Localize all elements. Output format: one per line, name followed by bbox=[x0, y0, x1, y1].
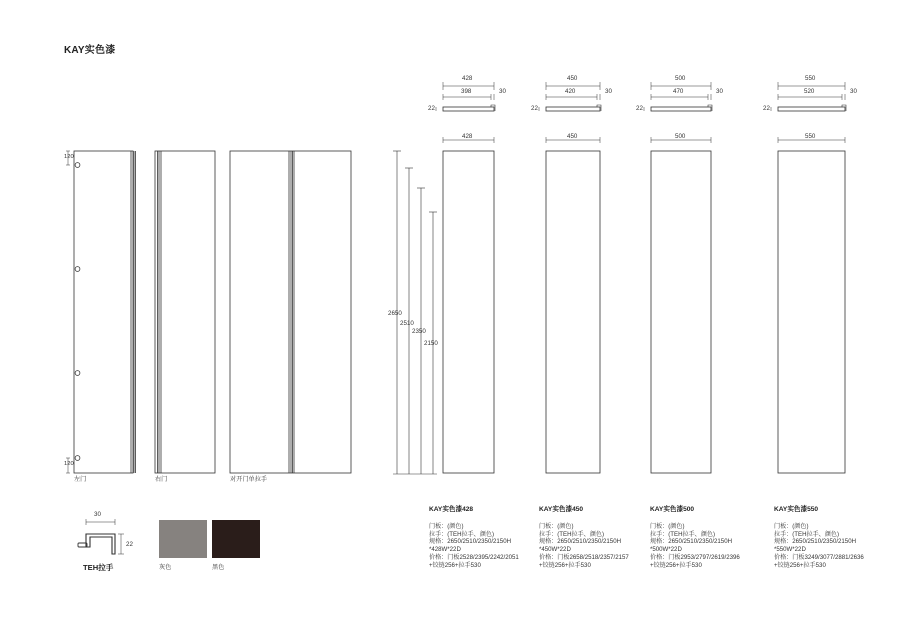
p450-total-width: 450 bbox=[567, 75, 578, 82]
p500-spec-addons: +铰链256+拉手530 bbox=[650, 561, 702, 569]
right-door-drawing bbox=[155, 151, 215, 473]
p550-inner-width: 520 bbox=[804, 88, 815, 95]
product-450-card bbox=[539, 503, 629, 569]
p550-spec-price: 价格：门板3249/3077/2881/2636 bbox=[774, 553, 864, 561]
p450-spec-price: 价格：门板2658/2518/2357/2157 bbox=[539, 553, 629, 561]
p450-spec-handle: 拉手：(TEH拉手、颜色) bbox=[539, 530, 604, 538]
p428-front-width: 428 bbox=[462, 133, 473, 140]
p450-front-width: 450 bbox=[567, 133, 578, 140]
p500-spec-size: 规格：2650/2510/2350/2150H bbox=[650, 538, 732, 546]
p428-total-width: 428 bbox=[462, 75, 473, 82]
gray-color-swatch bbox=[159, 520, 207, 558]
product-500-drawing bbox=[644, 82, 712, 473]
p500-total-width: 500 bbox=[675, 75, 686, 82]
black-color-label: 黑色 bbox=[212, 564, 225, 571]
p500-front-width: 500 bbox=[675, 133, 686, 140]
left-door-label: 左门 bbox=[74, 476, 87, 483]
p428-inner-width: 398 bbox=[461, 88, 472, 95]
product-450-name: KAY实色漆450 bbox=[539, 506, 584, 513]
right-door-label: 右门 bbox=[155, 476, 168, 483]
p450-thickness: 22 bbox=[531, 105, 538, 112]
left-door-drawing bbox=[66, 151, 136, 473]
product-500-name: KAY实色漆500 bbox=[650, 506, 695, 513]
black-color-swatch bbox=[212, 520, 260, 558]
p450-spec-addons: +铰链256+拉手530 bbox=[539, 561, 591, 569]
p550-front-width: 550 bbox=[805, 133, 816, 140]
handle-label: TEH拉手 bbox=[83, 563, 114, 572]
p500-inner-width: 470 bbox=[673, 88, 684, 95]
p450-handle-offset: 30 bbox=[605, 88, 612, 95]
p500-spec-price: 价格：门板2953/2797/2619/2396 bbox=[650, 553, 740, 561]
p500-handle-offset: 30 bbox=[716, 88, 723, 95]
p500-thickness: 22 bbox=[636, 105, 643, 112]
p450-spec-door: 门板：(颜色) bbox=[539, 523, 574, 530]
p500-spec-handle: 拉手：(TEH拉手、颜色) bbox=[650, 530, 715, 538]
p550-spec-handle: 拉手：(TEH拉手、颜色) bbox=[774, 530, 839, 538]
page-title: KAY实色漆 bbox=[64, 45, 116, 56]
bottom-offset-dimension: 120 bbox=[64, 461, 74, 467]
p428-spec-door: 门板：(颜色) bbox=[429, 523, 464, 530]
top-offset-dimension: 120 bbox=[64, 154, 74, 160]
p450-spec-size: 规格：2650/2510/2350/2150H bbox=[539, 538, 621, 546]
double-door-label: 对开门单拉手 bbox=[230, 476, 268, 483]
product-550-drawing bbox=[771, 82, 846, 473]
p550-spec-size: 规格：2650/2510/2350/2150H bbox=[774, 538, 856, 546]
product-550-card bbox=[774, 503, 864, 569]
height-2650: 2650 bbox=[388, 310, 402, 317]
p550-thickness: 22 bbox=[763, 105, 770, 112]
height-2150: 2150 bbox=[424, 340, 438, 347]
p550-spec-dims: *550W*22D bbox=[774, 546, 806, 554]
p450-spec-dims: *450W*22D bbox=[539, 546, 571, 554]
p428-handle-offset: 30 bbox=[499, 88, 506, 95]
gray-color-label: 灰色 bbox=[159, 564, 172, 571]
p550-total-width: 550 bbox=[805, 75, 816, 82]
handle-height-dimension: 22 bbox=[126, 541, 133, 548]
product-428-name: KAY实色漆428 bbox=[429, 506, 474, 513]
p550-spec-door: 门板：(颜色) bbox=[774, 523, 809, 530]
height-2510: 2510 bbox=[400, 320, 414, 327]
product-450-drawing bbox=[539, 82, 601, 473]
p428-thickness: 22 bbox=[428, 105, 435, 112]
height-2350: 2350 bbox=[412, 328, 426, 335]
p550-handle-offset: 30 bbox=[850, 88, 857, 95]
teh-handle-drawing bbox=[78, 519, 124, 554]
p428-spec-price: 价格：门板2528/2395/2242/2051 bbox=[429, 553, 519, 561]
p450-inner-width: 420 bbox=[565, 88, 576, 95]
product-428-card bbox=[429, 503, 519, 569]
p500-spec-dims: *500W*22D bbox=[650, 546, 682, 554]
p500-spec-door: 门板：(颜色) bbox=[650, 523, 685, 530]
p428-spec-size: 规格：2650/2510/2350/2150H bbox=[429, 538, 511, 546]
p428-spec-dims: *428W*22D bbox=[429, 546, 461, 554]
p550-spec-addons: +铰链256+拉手530 bbox=[774, 561, 826, 569]
product-428-drawing bbox=[436, 82, 495, 473]
product-500-card bbox=[650, 503, 740, 569]
product-550-name: KAY实色漆550 bbox=[774, 506, 819, 513]
double-door-drawing bbox=[230, 151, 351, 473]
p428-spec-handle: 拉手：(TEH拉手、颜色) bbox=[429, 530, 494, 538]
p428-spec-addons: +铰链256+拉手530 bbox=[429, 561, 481, 569]
handle-width-dimension: 30 bbox=[94, 511, 101, 518]
